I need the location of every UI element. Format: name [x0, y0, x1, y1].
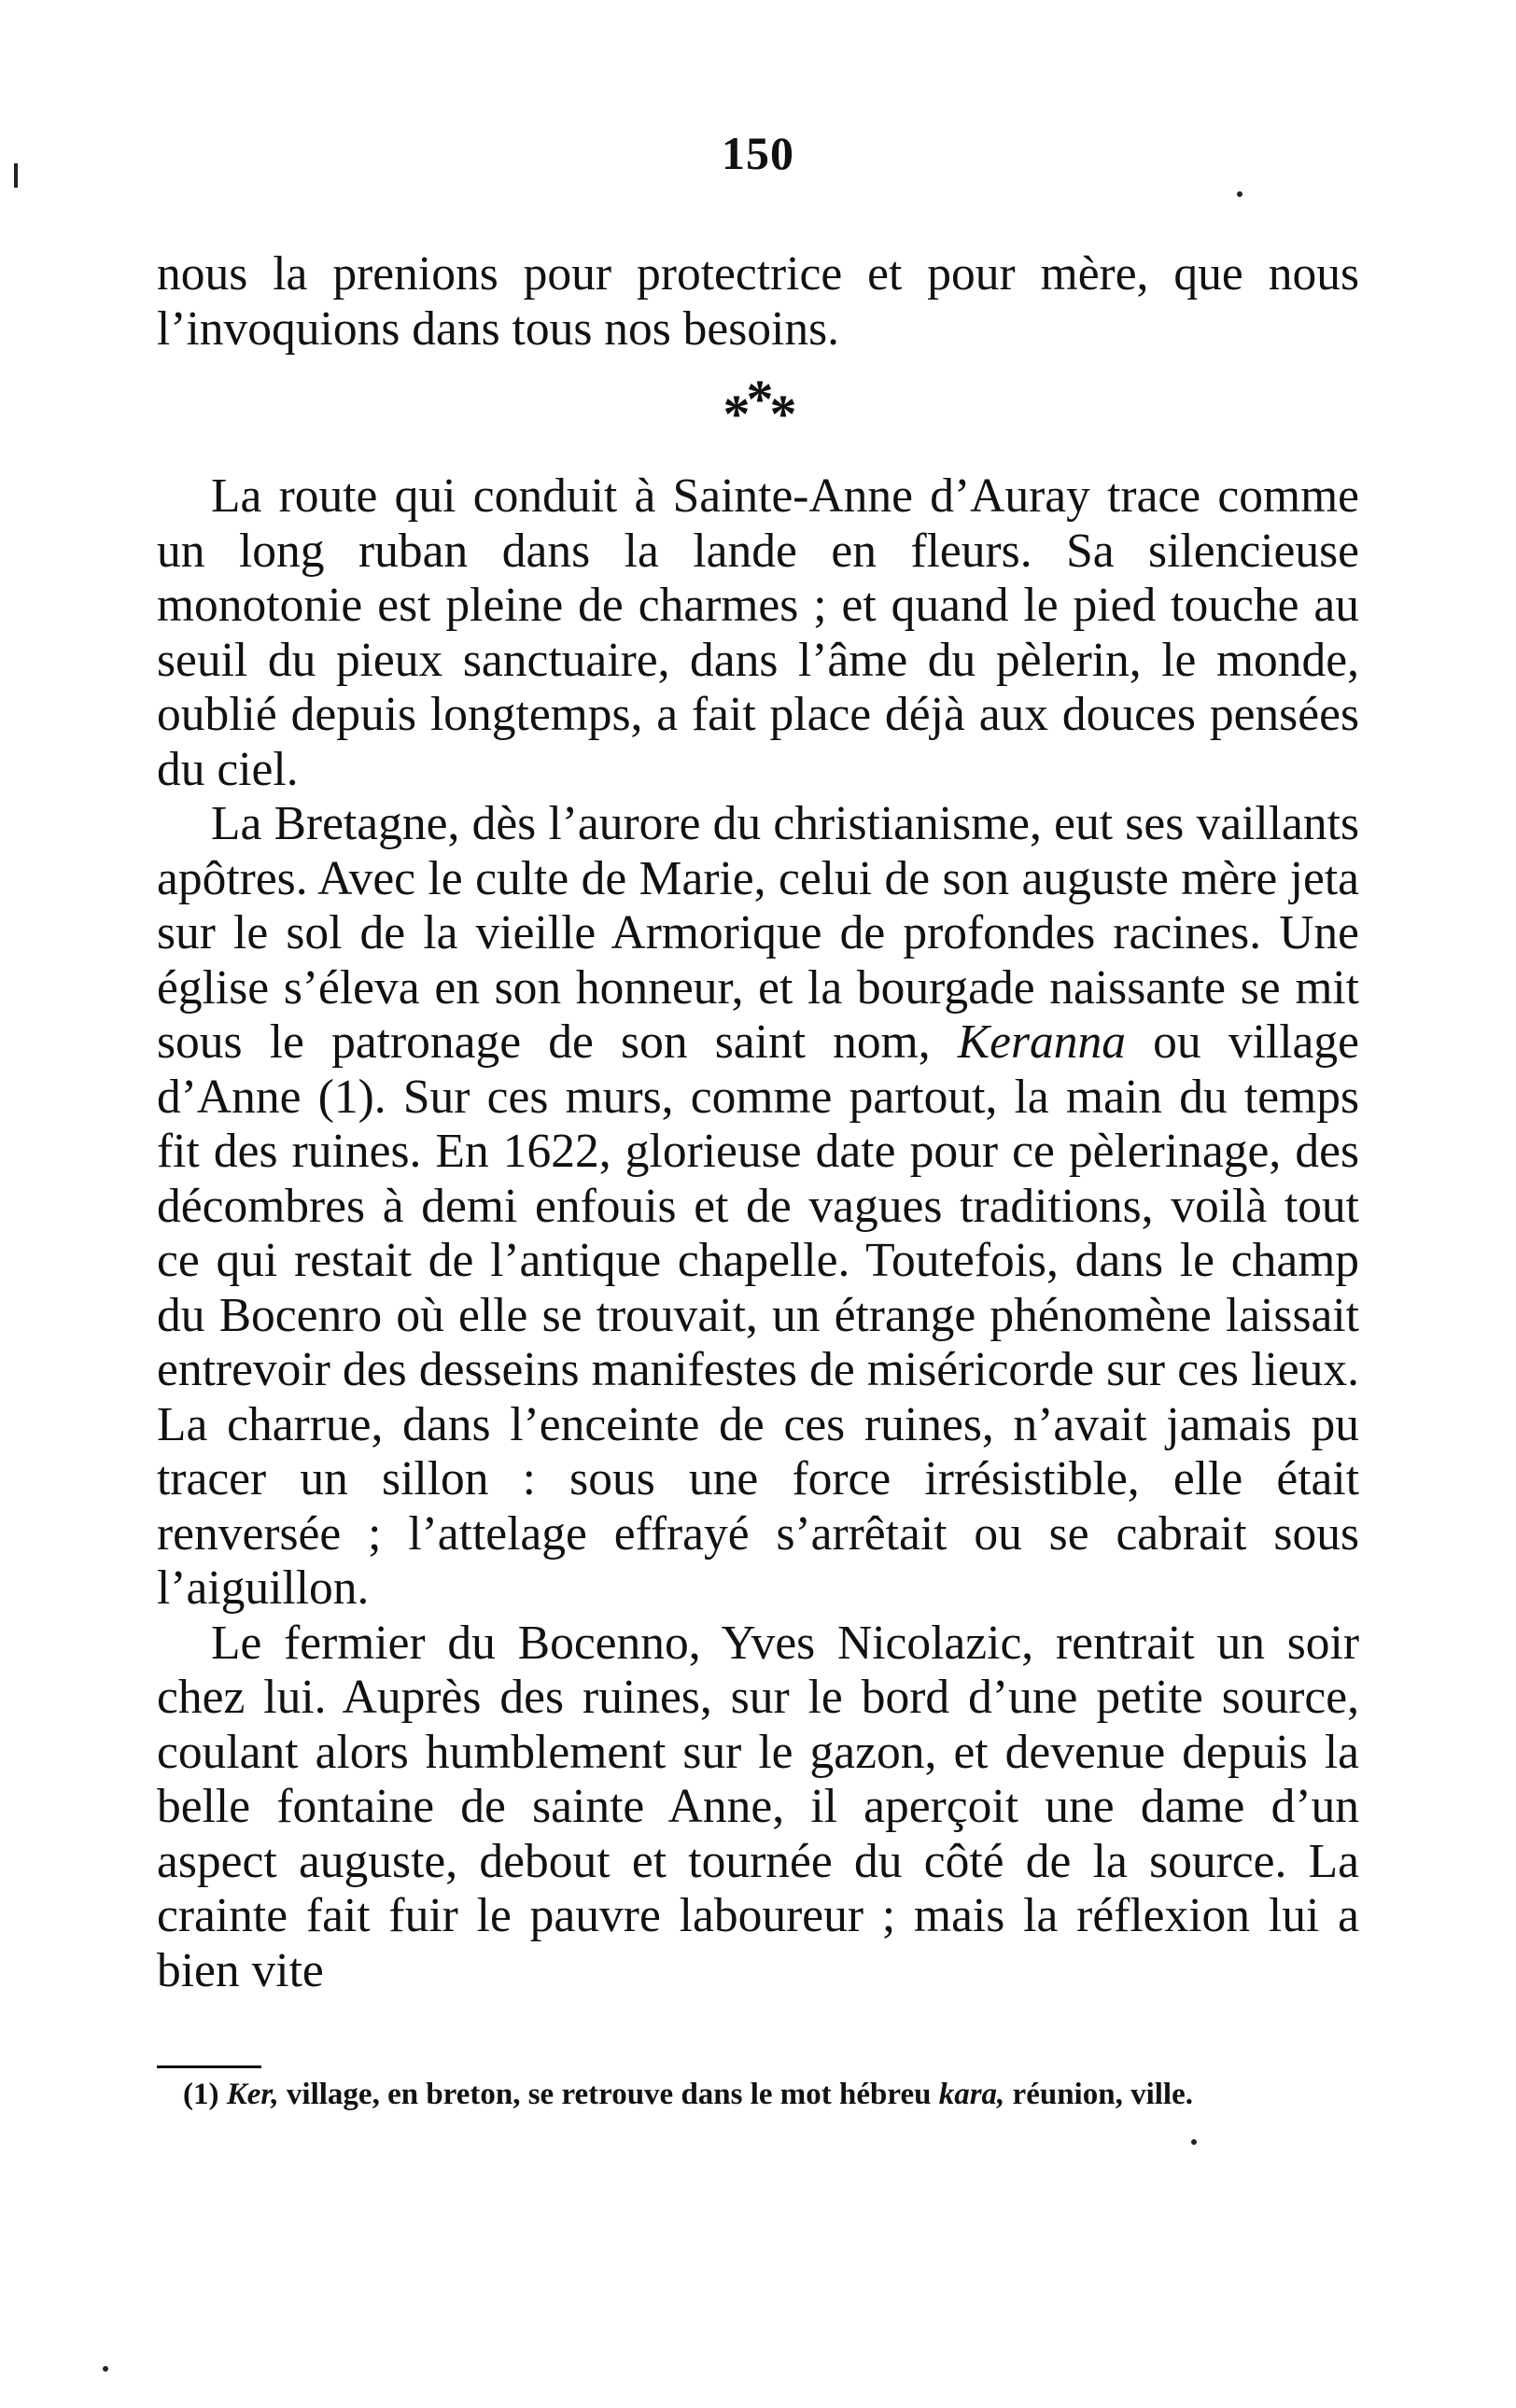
- page-number: 150: [722, 127, 794, 179]
- scan-speck: [1191, 2139, 1197, 2145]
- asterism-separator: [0, 369, 1516, 444]
- paragraph-bretagne-start: La Bretagne, dès l’aurore du christianisme, eut ses vaillants apôtres. Avec le culte de Marie, celui de son auguste mère jeta sur le sol de la vieille Armorique de profondes racines. Une église s’éleva en son honneur, et la bourgade naissante se mit sous le patronage de son saint nom,: [157, 797, 1359, 1069]
- footnote-text: village, en breton, se retrouve dans le mot hébreu: [278, 2078, 939, 2111]
- paragraph-bretagne: [157, 797, 1359, 1617]
- paragraph-route: La route qui conduit à Sainte-Anne d’Auray trace comme un long ruban dans la lande en fleurs. Sa silencieuse monotonie est pleine de charmes ; et quand le pied touche au seuil du pieux sanctuaire, dans l’âme du pèlerin, le monde, oublié depuis longtemps, a fait place déjà aux douces pensées du ciel.: [157, 469, 1359, 796]
- paragraph-fermier: Le fermier du Bocenno, Yves Nicolazic, rentrait un soir chez lui. Auprès des ruines, sur le bord d’une petite source, coulant alors humblement sur le gazon, et devenue depuis la belle fontaine de sainte Anne, il aperçoit une dame d’un aspect auguste, debout et tournée du côté de la source. La crainte fait fuir le pauvre laboureur ; mais la réflexion lui a bien vite: [157, 1616, 1359, 1997]
- main-text: [157, 469, 1359, 1998]
- opening-paragraph: [157, 247, 1359, 357]
- footnote: [157, 2077, 1355, 2112]
- scan-speck: [1237, 191, 1242, 197]
- footnote-hebrew-word: kara,: [938, 2078, 1005, 2111]
- opening-text: nous la prenions pour protectrice et pour mère, que nous l’invoquions dans tous nos besoins.: [157, 247, 1359, 356]
- footnote-rule: [157, 2065, 261, 2068]
- scan-speck: [103, 2366, 108, 2372]
- footnote-term: Ker,: [226, 2078, 279, 2111]
- asterism-star-left: *: [723, 384, 747, 444]
- paragraph-bretagne-rest: ou village d’Anne (1). Sur ces murs, comme partout, la main du temps fit des ruines. En 1622, glorieuse date pour ce pèlerinage, des décombres à demi enfouis et de vagues traditions, voilà tout ce qui restait de l’antique chapelle. Toutefois, dans le champ du Bocenro où elle se trouvait, un étrange phénomène laissait entrevoir des desseins manifestes de miséricorde sur ces lieux. La charrue, dans l’enceinte de ces ruines, n’avait jamais pu tracer un sillon : sous une force irrésistible, elle était renversée ; l’attelage effrayé s’arrêtait ou se cabrait sous l’aiguillon.: [157, 1015, 1359, 1615]
- asterism-star-middle: *: [746, 369, 770, 429]
- asterism-star-right: *: [769, 384, 793, 444]
- footnote-text-end: réunion, ville.: [1004, 2078, 1193, 2111]
- keranna-term: Keranna: [957, 1015, 1127, 1069]
- footnote-marker: (1): [183, 2078, 219, 2111]
